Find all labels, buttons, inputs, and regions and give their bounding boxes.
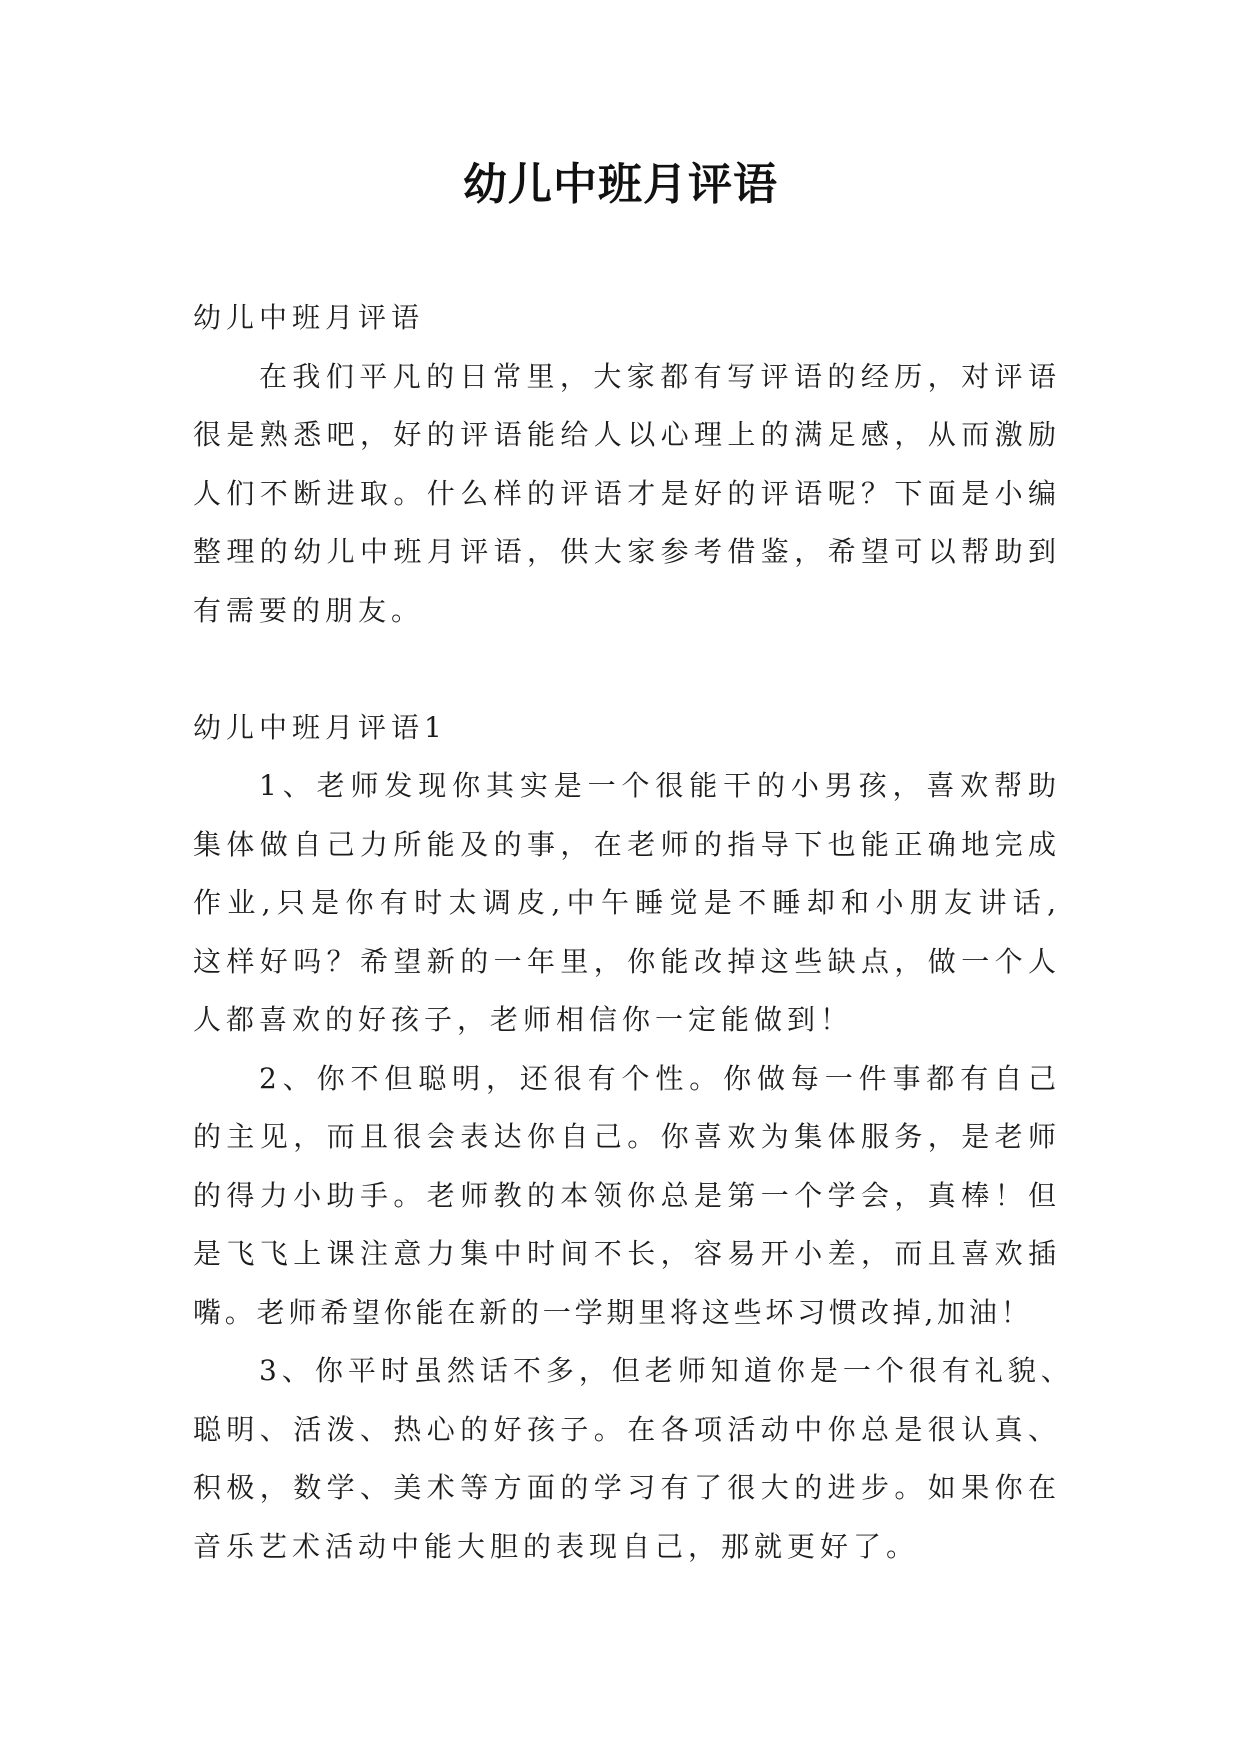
paragraph-line: 这样好吗？希望新的一年里，你能改掉这些缺点，做一个人: [193, 944, 1061, 978]
document-title: 幼儿中班月评语: [463, 159, 778, 210]
paragraph-line: 聪明、活泼、热心的好孩子。在各项活动中你总是很认真、: [193, 1412, 1061, 1446]
document-subtitle: 幼儿中班月评语: [193, 301, 425, 334]
paragraph-line: 2、你不但聪明，还很有个性。你做每一件事都有自己: [259, 1061, 1061, 1095]
paragraph-line: 整理的幼儿中班月评语，供大家参考借鉴，希望可以帮助到: [193, 535, 1061, 568]
section-heading: 幼儿中班月评语1: [193, 710, 447, 744]
intro-paragraph: [193, 348, 1061, 641]
paragraph-line: 很是熟悉吧，好的评语能给人以心理上的满足感，从而激励: [193, 418, 1061, 451]
paragraph-line: 有需要的朋友。: [193, 593, 425, 627]
paragraph-line: 的主见，而且很会表达你自己。你喜欢为集体服务，是老师: [193, 1120, 1061, 1153]
paragraph-line: 在我们平凡的日常里，大家都有写评语的经历，对评语: [259, 359, 1061, 393]
comment-paragraph-1: [193, 757, 1061, 1050]
paragraph-line: 1、老师发现你其实是一个很能干的小男孩，喜欢帮助: [259, 769, 1061, 802]
paragraph-line: 是飞飞上课注意力集中时间不长，容易开小差，而且喜欢插: [193, 1237, 1061, 1270]
paragraph-line: 人都喜欢的好孩子，老师相信你一定能做到！: [193, 1003, 854, 1036]
paragraph-line: 嘴。老师希望你能在新的一学期里将这些坏习惯改掉,加油！: [193, 1295, 1033, 1329]
comment-paragraph-2: [193, 1050, 1061, 1343]
paragraph-line: 3、你平时虽然话不多，但老师知道你是一个很有礼貌、: [259, 1354, 1074, 1387]
paragraph-line: 人们不断进取。什么样的评语才是好的评语呢？下面是小编: [193, 476, 1061, 510]
paragraph-line: 集体做自己力所能及的事，在老师的指导下也能正确地完成: [193, 827, 1061, 861]
comment-paragraph-3: [193, 1342, 1074, 1576]
paragraph-line: 作业,只是你有时太调皮,中午睡觉是不睡却和小朋友讲话,: [193, 886, 1061, 919]
paragraph-line: 音乐艺术活动中能大胆的表现自己，那就更好了。: [193, 1529, 920, 1563]
paragraph-line: 的得力小助手。老师教的本领你总是第一个学会，真棒！但: [193, 1178, 1061, 1212]
paragraph-line: 积极，数学、美术等方面的学习有了很大的进步。如果你在: [193, 1471, 1061, 1504]
blank-line: [193, 640, 1061, 699]
document-body: [193, 289, 1074, 1576]
